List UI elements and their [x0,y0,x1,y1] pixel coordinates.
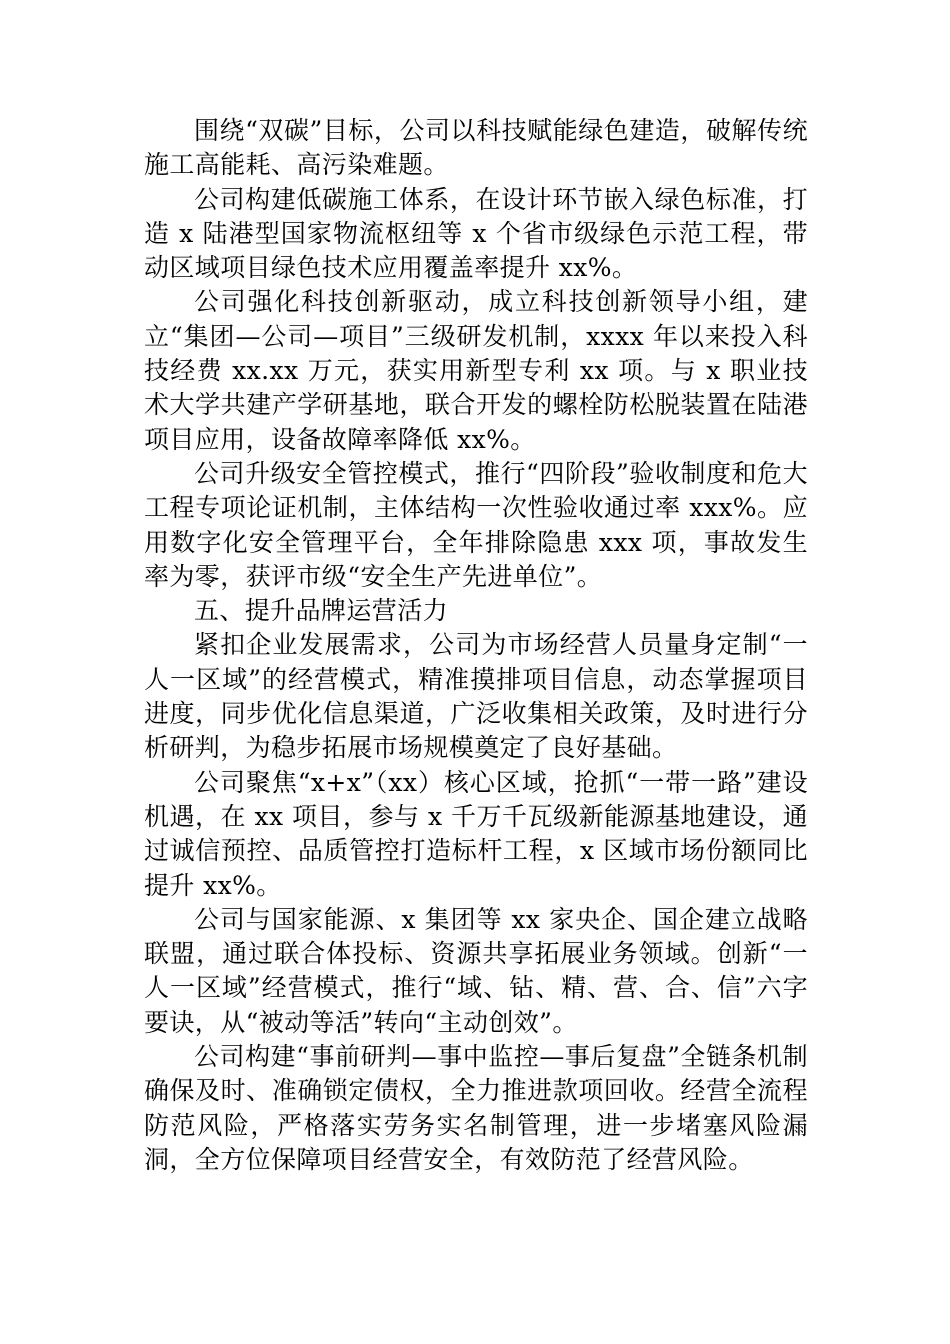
paragraph-market-model: 紧扣企业发展需求，公司为市场经营人员量身定制“一人一区域”的经营模式，精准摸排项目信息，动态掌握项目进度，同步优化信息渠道，广泛收集相关政策，及时进行分析研判，为稳步拓展市场规模奠定了良好基础。 [144,630,808,763]
paragraph-tech-innovation: 公司强化科技创新驱动，成立科技创新领导小组，建立“集团—公司—项目”三级研发机制，xxxx 年以来投入科技经费 xx.xx 万元，获实用新型专利 xx 项。与 x 职业技术大学共建产学研基地，联合开发的螺栓防松脱装置在陆港项目应用，设备故障率降低 xx%。 [144,287,808,454]
paragraph-risk-control: 公司构建“事前研判—事中监控—事后复盘”全链条机制确保及时、准确锁定债权，全力推进款项回收。经营全流程防范风险，严格落实劳务实名制管理，进一步堵塞风险漏洞，全方位保障项目经营安全，有效防范了经营风险。 [144,1042,808,1174]
paragraph-core-region: 公司聚焦“x+x”（xx）核心区域，抢抓“一带一路”建设机遇，在 xx 项目，参与 x 千万千瓦级新能源基地建设，通过诚信预控、品质管控打造标杆工程，x 区域市场份额同比提升 xx%。 [144,767,808,900]
paragraph-low-carbon-system: 公司构建低碳施工体系，在设计环节嵌入绿色标准，打造 x 陆港型国家物流枢纽等 x 个省市级绿色示范工程，带动区域项目绿色技术应用覆盖率提升 xx%。 [144,184,808,283]
document-body [144,114,808,1177]
paragraph-strategic-alliance: 公司与国家能源、x 集团等 xx 家央企、国企建立战略联盟，通过联合体投标、资源共享拓展业务领域。创新“一人一区域”经营模式，推行“域、钻、精、营、合、信”六字要诀，从“被动等活”转向“主动创效”。 [144,904,808,1037]
section-heading-brand: 五、提升品牌运营活力 [194,596,449,626]
paragraph-dual-carbon-intro: 围绕“双碳”目标，公司以科技赋能绿色建造，破解传统施工高能耗、高污染难题。 [144,116,808,180]
paragraph-safety-control: 公司升级安全管控模式，推行“四阶段”验收制度和危大工程专项论证机制，主体结构一次性验收通过率 xxx%。应用数字化安全管理平台，全年排除隐患 xxx 项，事故发生率为零，获评市级“安全生产先进单位”。 [144,458,808,591]
